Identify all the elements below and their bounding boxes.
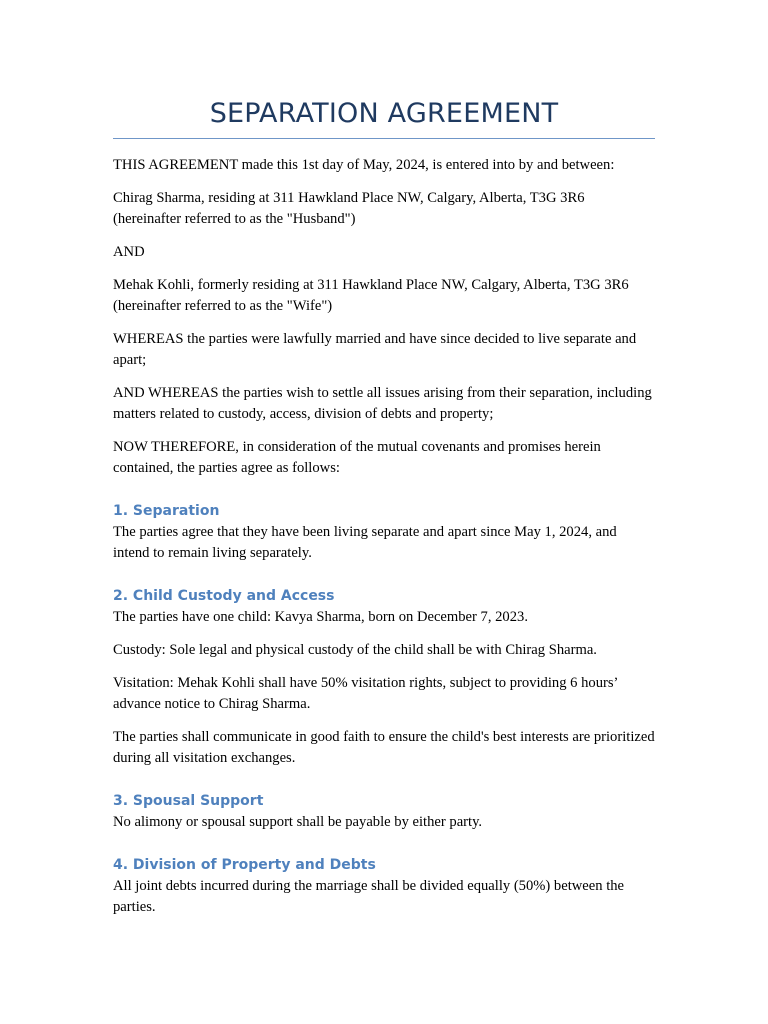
whereas-settle-paragraph: AND WHEREAS the parties wish to settle all issues arising from their separation, including matters related to custody, access, division of debts and property; — [113, 385, 652, 422]
section-paragraph: No alimony or spousal support shall be payable by either party. — [113, 814, 483, 830]
now-therefore-paragraph: NOW THEREFORE, in consideration of the mutual covenants and promises herein contained, the parties agree as follows: — [113, 439, 601, 476]
agreement-date-paragraph: THIS AGREEMENT made this 1st day of May, 2024, is entered into by and between: — [113, 157, 615, 173]
section-paragraph: The parties agree that they have been living separate and apart since May 1, 2024, and intend to remain living separately. — [113, 524, 617, 561]
and-conjunction: AND — [113, 244, 145, 260]
section-child-custody — [113, 586, 655, 769]
section-paragraph: The parties have one child: Kavya Sharma, born on December 7, 2023. — [113, 609, 528, 625]
section-paragraph: The parties shall communicate in good faith to ensure the child's best interests are prioritized during all visitation exchanges. — [113, 729, 655, 766]
document-title: SEPARATION AGREEMENT — [113, 96, 655, 139]
section-heading: 3. Spousal Support — [113, 793, 264, 809]
section-separation — [113, 501, 655, 564]
section-spousal-support — [113, 791, 655, 833]
whereas-married-paragraph: WHEREAS the parties were lawfully married and have since decided to live separate and apart; — [113, 331, 637, 368]
document-page — [113, 96, 655, 918]
section-heading: 4. Division of Property and Debts — [113, 857, 376, 873]
section-property-debts — [113, 855, 655, 918]
section-heading: 1. Separation — [113, 503, 220, 519]
wife-party-paragraph: Mehak Kohli, formerly residing at 311 Hawkland Place NW, Calgary, Alberta, T3G 3R6 (hereinafter referred to as the "Wife") — [113, 277, 629, 314]
preamble — [113, 155, 655, 479]
section-heading: 2. Child Custody and Access — [113, 588, 335, 604]
section-paragraph: Visitation: Mehak Kohli shall have 50% visitation rights, subject to providing 6 hours’ advance notice to Chirag Sharma. — [113, 675, 618, 712]
section-paragraph: All joint debts incurred during the marriage shall be divided equally (50%) between the parties. — [113, 878, 625, 915]
section-paragraph: Custody: Sole legal and physical custody of the child shall be with Chirag Sharma. — [113, 642, 597, 658]
husband-party-paragraph: Chirag Sharma, residing at 311 Hawkland Place NW, Calgary, Alberta, T3G 3R6 (hereinafter referred to as the "Husband") — [113, 190, 585, 227]
